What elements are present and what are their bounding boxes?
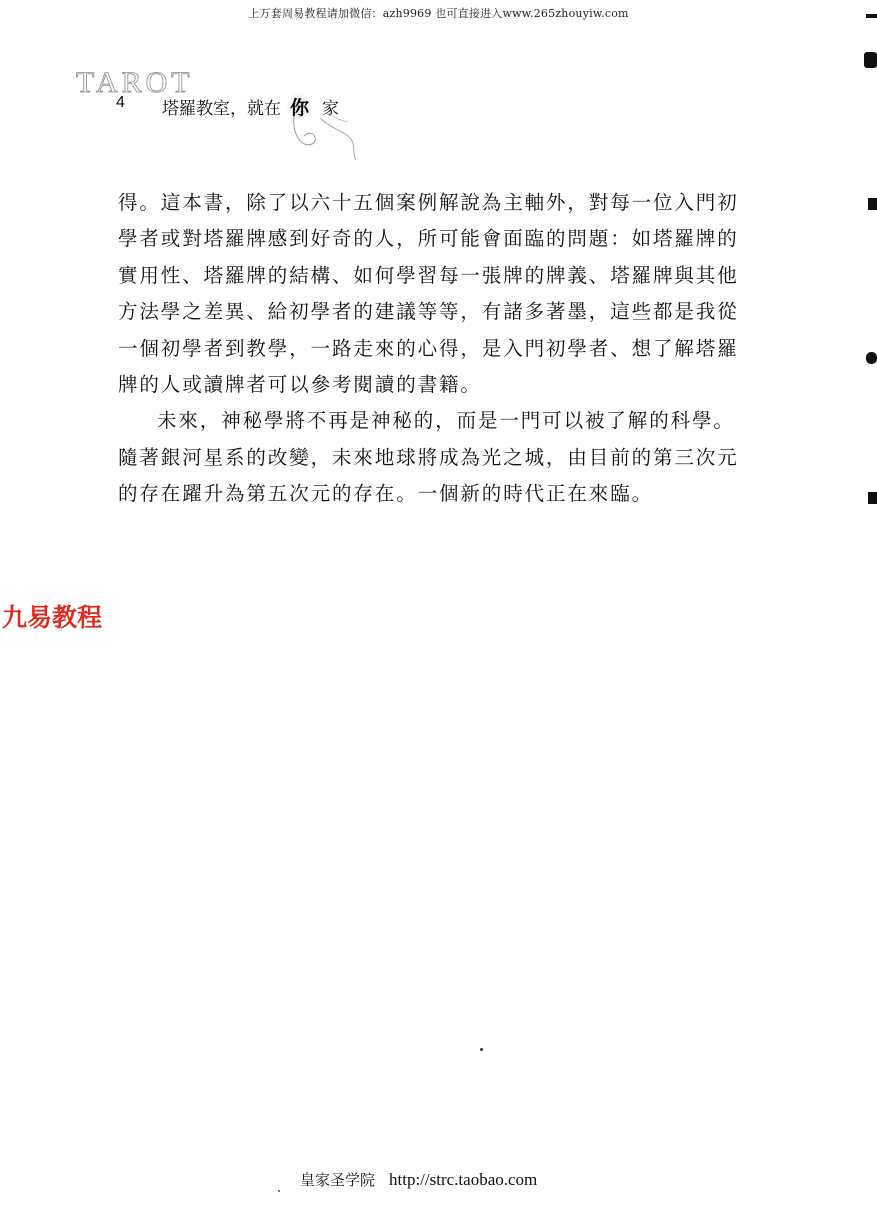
speck-mark: [278, 1190, 280, 1192]
top-banner: 上万套周易教程请加微信：azh9969 也可直接进入www.265zhouyiw.com: [248, 7, 629, 20]
running-head-emphasis: 你: [287, 92, 312, 121]
paragraph: 未來，神秘學將不再是神秘的，而是一門可以被了解的科學。隨著銀河星系的改變，未來地球將成為光之城，由目前的第三次元的存在躍升為第五次元的存在。一個新的時代正在來臨。: [118, 409, 739, 506]
paragraph: 得。這本書，除了以六十五個案例解說為主軸外，對每一位入門初學者或對塔羅牌感到好奇的人，所可能會面臨的問題：如塔羅牌的實用性、塔羅牌的結構、如何學習每一張牌的牌義、塔羅牌與其他方法學之差異、給初學者的建議等等，有諸多著墨，這些都是我從一個初學者到教學，一路走來的心得，是入門初學者、想了解塔羅牌的人或讀牌者可以參考閱讀的書籍。: [118, 191, 739, 397]
page-number: 4: [116, 94, 125, 111]
running-head-end: 家: [322, 99, 340, 119]
edge-mark: [868, 492, 877, 504]
watermark-stamp: 九易教程: [2, 603, 103, 632]
footer-shop-name: 皇家圣学院: [300, 1171, 376, 1189]
dot-mark: [480, 1048, 483, 1051]
body-text: [118, 185, 746, 513]
swirl-ornament-icon: [290, 108, 370, 168]
running-head-text: 塔羅教室，就在: [162, 99, 281, 119]
footer-url: http://strc.taobao.com: [389, 1170, 538, 1189]
edge-mark: [864, 52, 877, 68]
edge-mark: [868, 198, 877, 210]
tarot-watermark: TAROT: [76, 66, 194, 99]
edge-mark: [866, 14, 877, 18]
footer: [300, 1169, 537, 1190]
edge-mark: [866, 352, 877, 364]
